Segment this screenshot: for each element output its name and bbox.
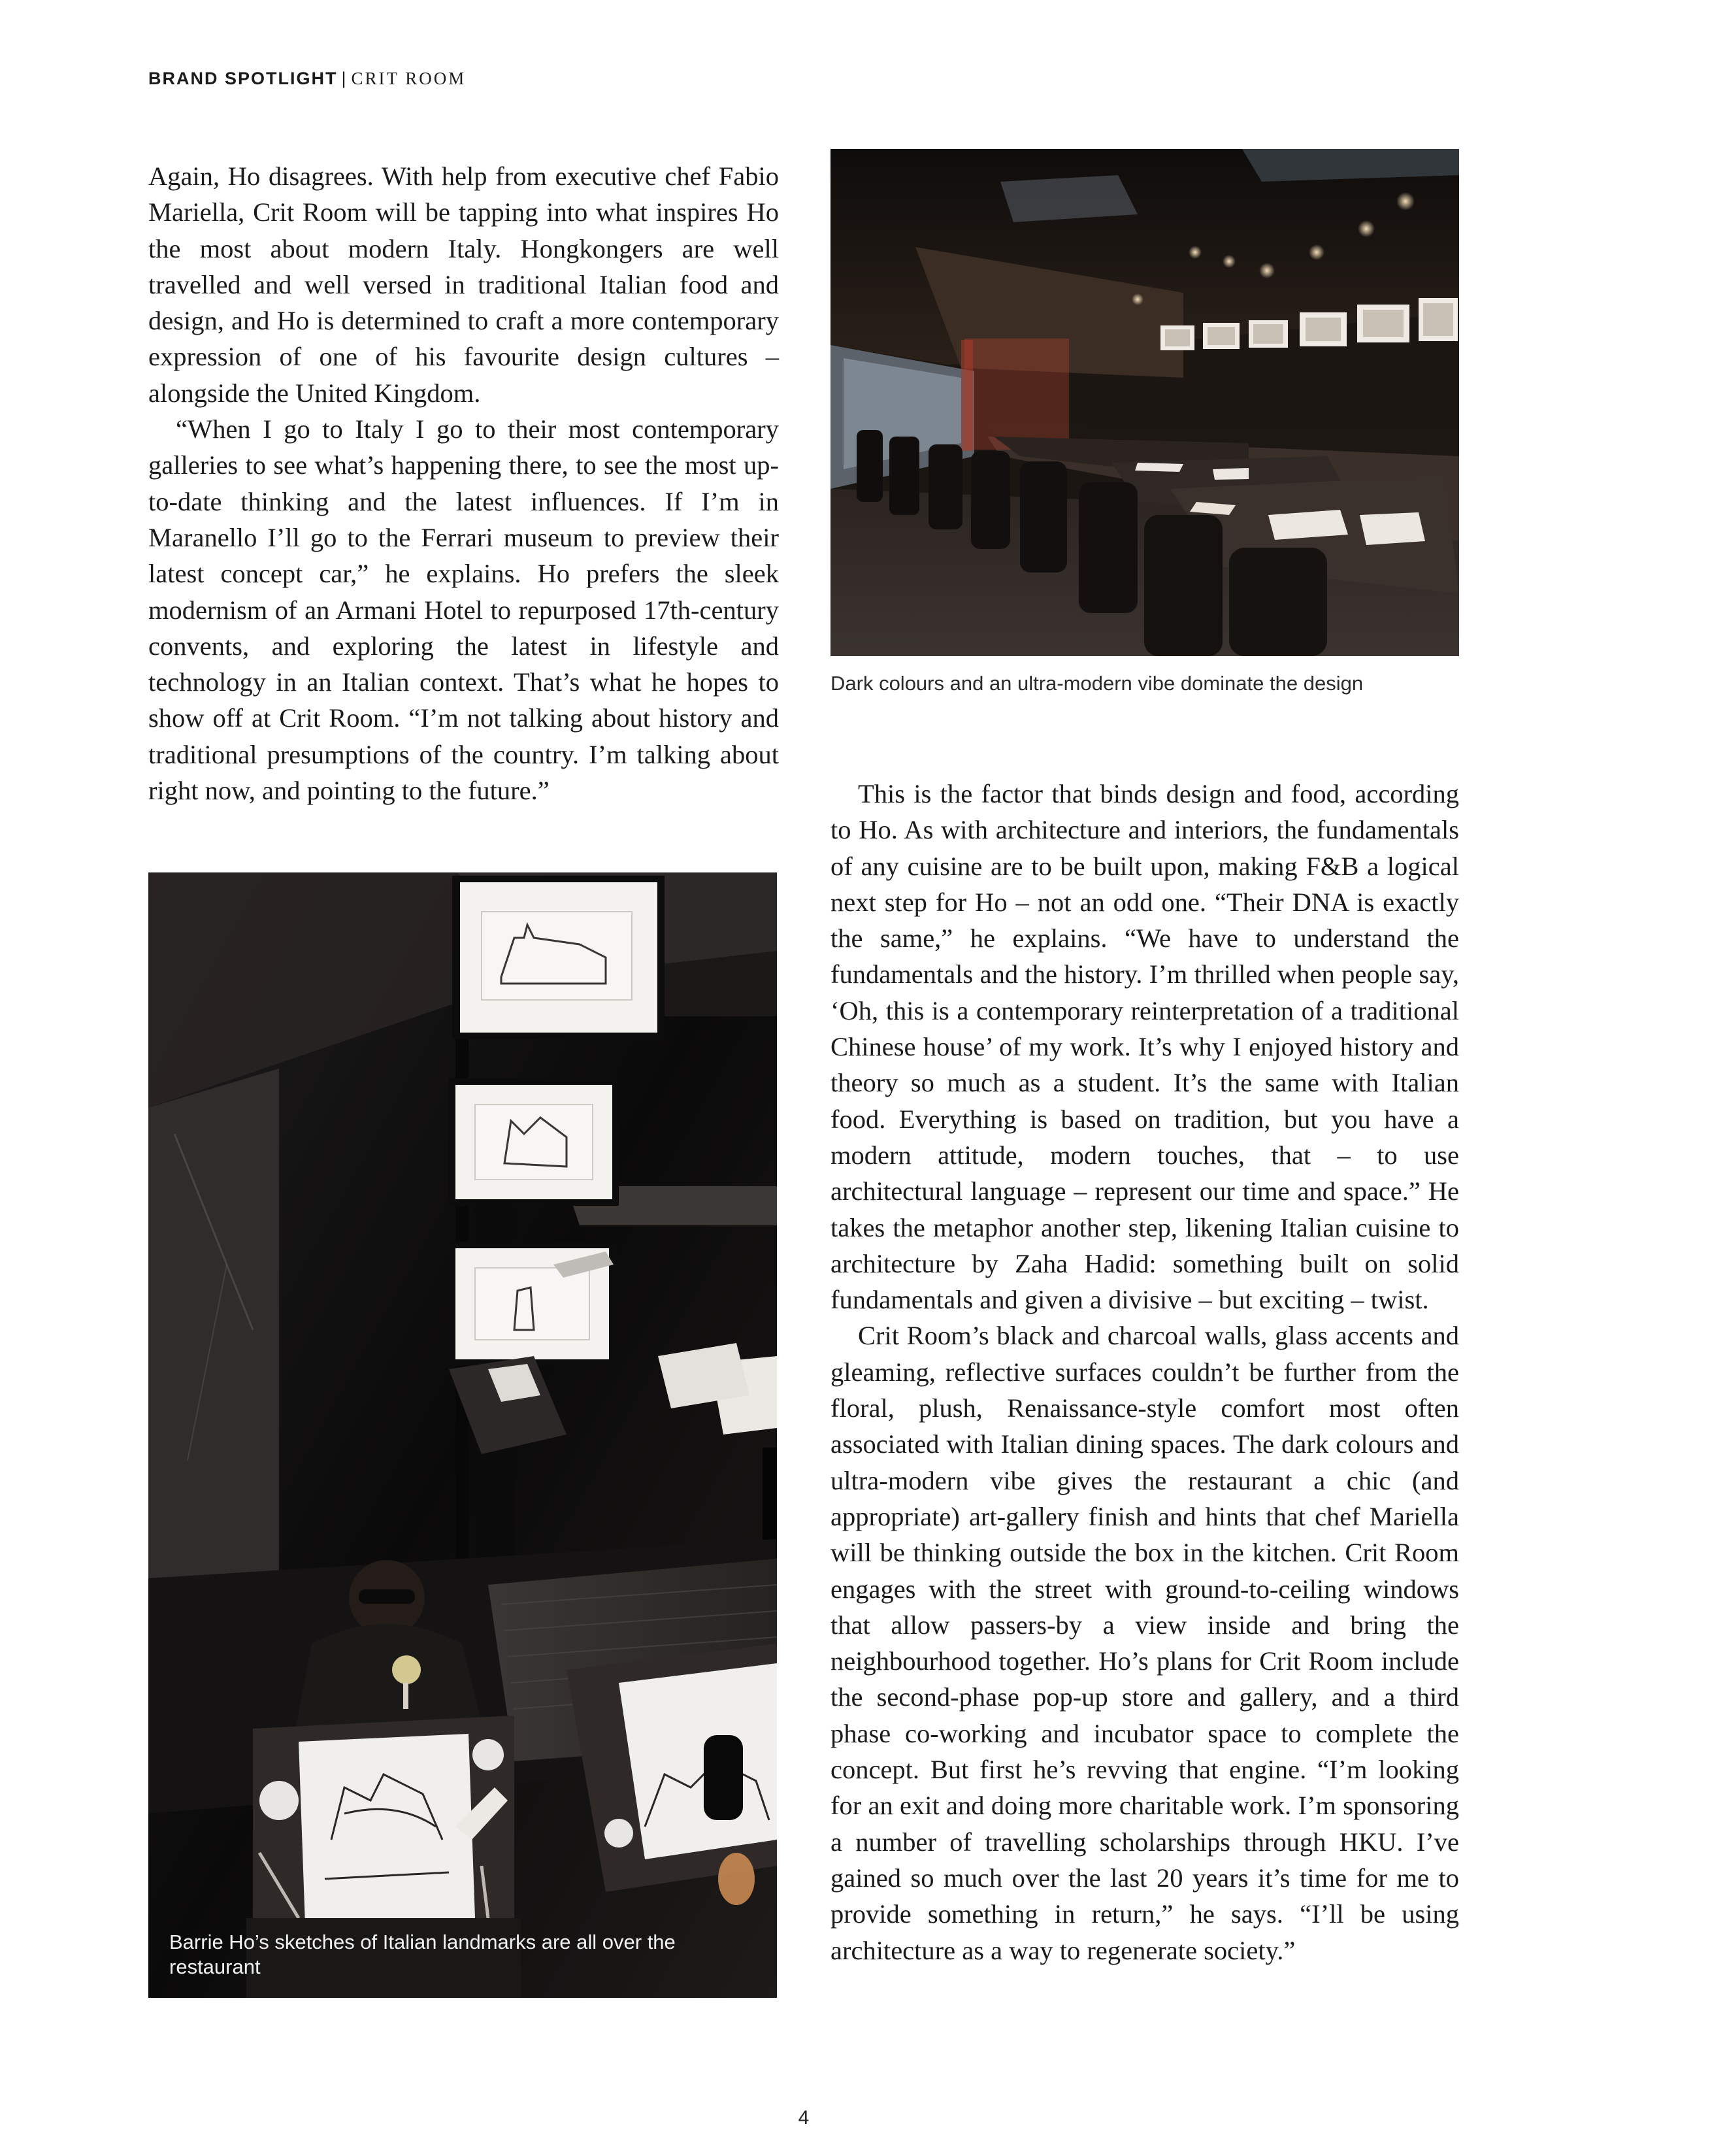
paragraph: Again, Ho disagrees. With help from executive chef Fabio Mariella, Crit Room will be tapping into what inspires Ho the most about modern Italy. Hongkongers are well travelled and well versed in traditional Italian food and design, and Ho is determined to craft a more contemporary expression of one of his favourite design cultures – alongside the United Kingdom. [148,161,779,408]
article-column-right [830,776,1459,1968]
restaurant-photo-caption: Dark colours and an ultra-modern vibe dominate the design [830,672,1364,695]
header-section: CRIT ROOM [351,69,467,88]
overhead-dining-photo [148,872,777,1998]
page-number: 4 [798,2107,810,2129]
restaurant-interior-illustration [830,149,1459,656]
restaurant-interior-photo [830,149,1459,656]
paragraph: This is the factor that binds design and food, according to Ho. As with architecture and interiors, the fundamentals of any cuisine are to be built upon, making F&B a logical next step for Ho – not an odd one. “Their DNA is exactly the same,” he explains. “We have to understand the fundamentals and the history. I’m thrilled when people say, ‘Oh, this is a contemporary reinterpretation of a traditional Chinese house’ of my work. It’s why I enjoyed history and theory so much as a student. It’s the same with Italian food. Everything is based on tradition, but you have a modern attitude, modern touches, that – to use architectural language – represent our time and space.” He takes the metaphor another step, likening Italian cuisine to architecture by Zaha Hadid: something built on solid fundamentals and given a divisive – but exciting – twist. [830,779,1459,1315]
header-brand: BRAND SPOTLIGHT [148,69,338,88]
paragraph: “When I go to Italy I go to their most contemporary galleries to see what’s happening there, to see the most up-to-date thinking and the latest influences. If I’m in Maranello I’ll go to the Ferrari museum to preview their latest concept car,” he explains. Ho prefers the sleek modernism of an Armani Hotel to repurposed 17th-century convents, and exploring the latest in lifestyle and technology in an Italian context. That’s what he hopes to show off at Crit Room. “I’m not talking about history and traditional presumptions of the country. I’m talking about right now, and pointing to the future.” [148,414,779,806]
article-column-left [148,158,779,808]
header-separator: | [341,69,348,88]
running-header [148,65,466,91]
overhead-photo-caption: Barrie Ho’s sketches of Italian landmarks are all over the restaurant [169,1931,676,1978]
paragraph: Crit Room’s black and charcoal walls, glass accents and gleaming, reflective surfaces couldn’t be further from the floral, plush, Renaissance-style comfort most often associated with Italian dining spaces. The dark colours and ultra-modern vibe gives the restaurant a chic (and appropriate) art-gallery finish and hints that chef Mariella will be thinking outside the box in the kitchen. Crit Room engages with the street with ground-to-ceiling windows that allow passers-by a view inside and bring the neighbourhood together. Ho’s plans for Crit Room include the second-phase pop-up store and gallery, and a third phase co-working and incubator space to complete the concept. But first he’s revving that engine. “I’m looking for an exit and doing more charitable work. I’m sponsoring a number of travelling scholarships through HKU. I’ve gained so much over the last 20 years it’s time for me to provide something in return,” he says. “I’ll be using architecture as a way to regenerate society.” [830,1321,1459,1965]
overhead-dining-illustration [148,872,777,1998]
